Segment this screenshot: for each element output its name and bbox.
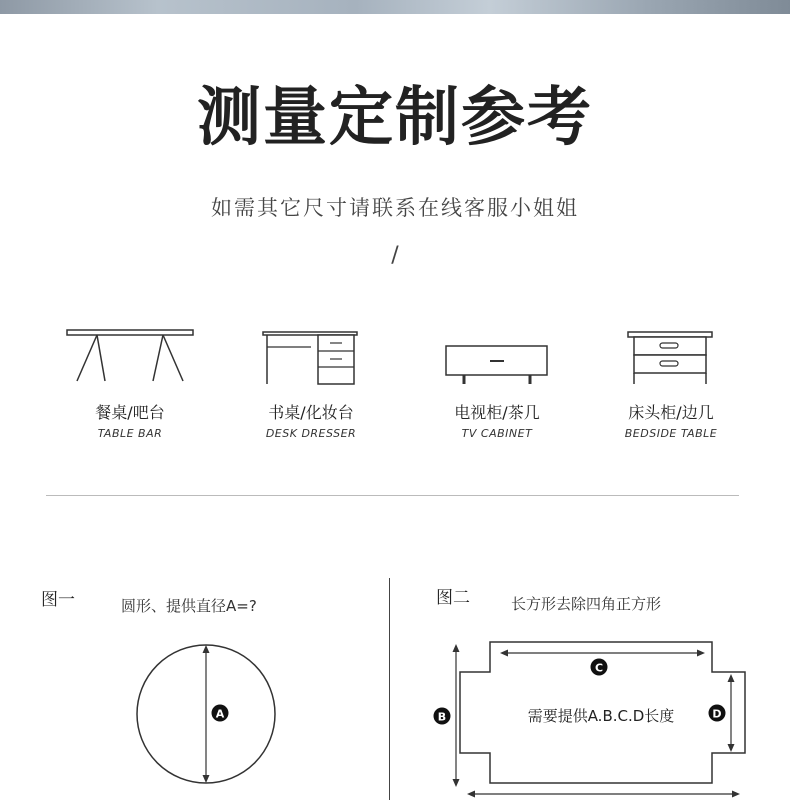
arrow-up-icon	[453, 644, 460, 652]
figure1-label: 图一	[41, 590, 75, 610]
category-label-en: TABLE BAR	[97, 427, 163, 440]
tv-cabinet-icon	[442, 328, 552, 386]
section-divider	[46, 495, 739, 496]
table-bar-icon	[65, 328, 195, 386]
figure2-rect-diagram	[425, 630, 755, 800]
category-label-en: TV CABINET	[461, 427, 533, 440]
bedside-table-icon	[626, 328, 716, 386]
desk-dresser-icon	[261, 328, 361, 386]
figure2-description: 长方形去除四角正方形	[511, 595, 662, 613]
category-label-zh: 床头柜/边几	[628, 403, 714, 422]
category-label-zh: 书桌/化妆台	[268, 403, 354, 422]
figure-divider	[389, 578, 390, 800]
title-separator: /	[391, 243, 399, 268]
marker-c-text: C	[594, 661, 604, 675]
category-label-en: DESK DRESSER	[265, 427, 357, 440]
figure1-circle-diagram	[130, 638, 280, 788]
category-label-zh: 电视柜/茶几	[454, 403, 540, 422]
category-table-bar	[45, 328, 215, 440]
category-label-zh: 餐桌/吧台	[95, 403, 165, 422]
arrow-down-icon	[453, 779, 460, 787]
figure2-center-text: 需要提供A.B.C.D长度	[527, 707, 675, 725]
figure1-description: 圆形、提供直径A=?	[121, 597, 257, 615]
marker-a-text: A	[215, 707, 225, 721]
arrow-left-icon	[467, 791, 475, 798]
marker-d-text: D	[712, 707, 722, 721]
category-desk-dresser	[226, 328, 396, 440]
category-tv-cabinet	[412, 328, 582, 440]
arrow-right-icon	[732, 791, 740, 798]
category-bedside-table	[586, 328, 756, 440]
page-subtitle: 如需其它尺寸请联系在线客服小姐姐	[211, 196, 579, 220]
marker-b-text: B	[437, 710, 447, 724]
figure2-label: 图二	[436, 588, 470, 608]
page-title: 测量定制参考	[197, 81, 593, 155]
category-label-en: BEDSIDE TABLE	[624, 427, 718, 440]
top-banner-strip	[0, 0, 790, 14]
